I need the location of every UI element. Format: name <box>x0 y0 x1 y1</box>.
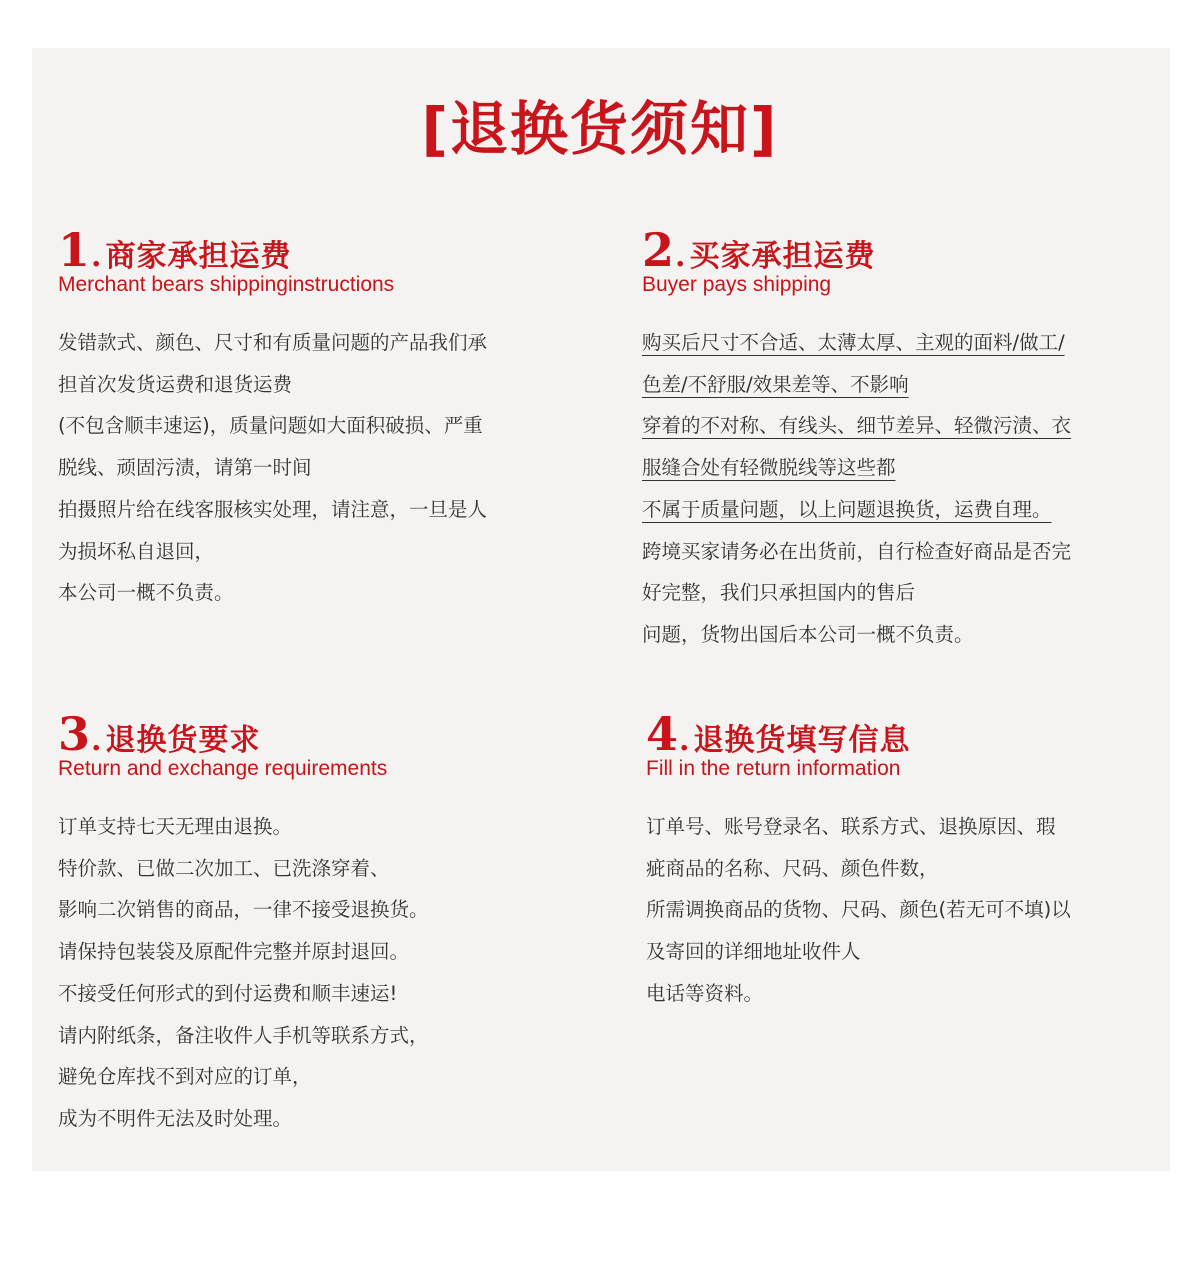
body-line: 疵商品的名称、尺码、颜色件数， <box>646 856 939 880</box>
section-subtitle: Fill in the return information <box>646 757 901 780</box>
section-heading <box>642 223 1162 277</box>
body-line: 发错款式、颜色、尺寸和有质量问题的产品我们承 <box>58 331 488 354</box>
body-line: 避免仓库找不到对应的订单， <box>58 1065 312 1089</box>
section-heading <box>646 707 1166 761</box>
body-line: 及寄回的详细地址收件人 <box>646 940 861 964</box>
section-return-info <box>646 707 1166 1015</box>
section-number-dot: . <box>675 239 686 274</box>
body-line <box>642 405 1162 447</box>
section-body <box>642 322 1162 656</box>
body-line: 订单号、账号登录名、联系方式、退换原因、瑕 <box>646 815 1056 838</box>
body-line: 影响二次销售的商品，一律不接受退换货。 <box>58 898 429 922</box>
section-body <box>646 806 1166 1015</box>
section-heading <box>58 707 578 761</box>
body-line: 不接受任何形式的到付运费和顺丰速运! <box>58 981 398 1005</box>
body-line: 为损坏私自退回， <box>58 539 215 563</box>
underlined-text: 购买后尺寸不合适、太薄太厚、主观的面料/做工/ <box>642 331 1065 354</box>
body-line: 拍摄照片给在线客服核实处理，请注意，一旦是人 <box>58 497 488 521</box>
underlined-text: 色差/不舒服/效果差等、不影响 <box>642 372 909 396</box>
section-number-dot: . <box>679 723 690 758</box>
body-line: 请保持包装袋及原配件完整并原封退回。 <box>58 940 410 964</box>
body-line: 电话等资料。 <box>646 981 764 1005</box>
section-title: 买家承担运费 <box>689 239 876 274</box>
section-title: 商家承担运费 <box>105 239 292 274</box>
body-line <box>642 447 1162 489</box>
body-line <box>642 489 1162 531</box>
section-subtitle: Buyer pays shipping <box>642 273 832 296</box>
body-line: 脱线、顽固污渍，请第一时间 <box>58 456 312 480</box>
underlined-text: 服缝合处有轻微脱线等这些都 <box>642 456 896 480</box>
section-number: 2 <box>642 223 675 277</box>
section-subtitle: Return and exchange requirements <box>58 757 388 780</box>
body-line: 特价款、已做二次加工、已洗涤穿着、 <box>58 856 390 880</box>
section-number-dot: . <box>91 723 102 758</box>
section-subtitle: Merchant bears shippinginstructions <box>58 273 395 296</box>
section-body <box>58 322 578 614</box>
body-line: 跨境买家请务必在出货前，自行检查好商品是否完 <box>642 539 1072 563</box>
underlined-text: 不属于质量问题，以上问题退换货，运费自理。 <box>642 497 1052 521</box>
body-line <box>642 364 1162 406</box>
section-return-requirements <box>58 707 578 1140</box>
section-body <box>58 806 578 1140</box>
body-line <box>642 322 1162 364</box>
section-number: 1 <box>58 223 91 277</box>
section-heading <box>58 223 578 277</box>
section-buyer-pays <box>642 223 1162 656</box>
page-title: [退换货须知] <box>421 95 779 163</box>
section-merchant-pays <box>58 223 578 614</box>
body-line: 请内附纸条，备注收件人手机等联系方式， <box>58 1023 429 1047</box>
body-line: 订单支持七天无理由退换。 <box>58 815 293 838</box>
section-title: 退换货填写信息 <box>693 723 911 758</box>
underlined-text: 穿着的不对称、有线头、细节差异、轻微污渍、衣 <box>642 414 1072 438</box>
section-number: 3 <box>58 707 91 761</box>
body-line: 本公司一概不负责。 <box>58 581 234 605</box>
body-line: 担首次发货运费和退货运费 <box>58 372 293 396</box>
body-line: 问题，货物出国后本公司一概不负责。 <box>642 622 974 646</box>
body-line: 好完整，我们只承担国内的售后 <box>642 581 916 605</box>
section-title: 退换货要求 <box>105 723 261 758</box>
section-number-dot: . <box>91 239 102 274</box>
section-number: 4 <box>646 707 679 761</box>
body-line: (不包含顺丰速运)，质量问题如大面积破损、严重 <box>58 414 483 438</box>
body-line: 所需调换商品的货物、尺码、颜色(若无可不填)以 <box>646 898 1071 922</box>
body-line: 成为不明件无法及时处理。 <box>58 1106 293 1130</box>
